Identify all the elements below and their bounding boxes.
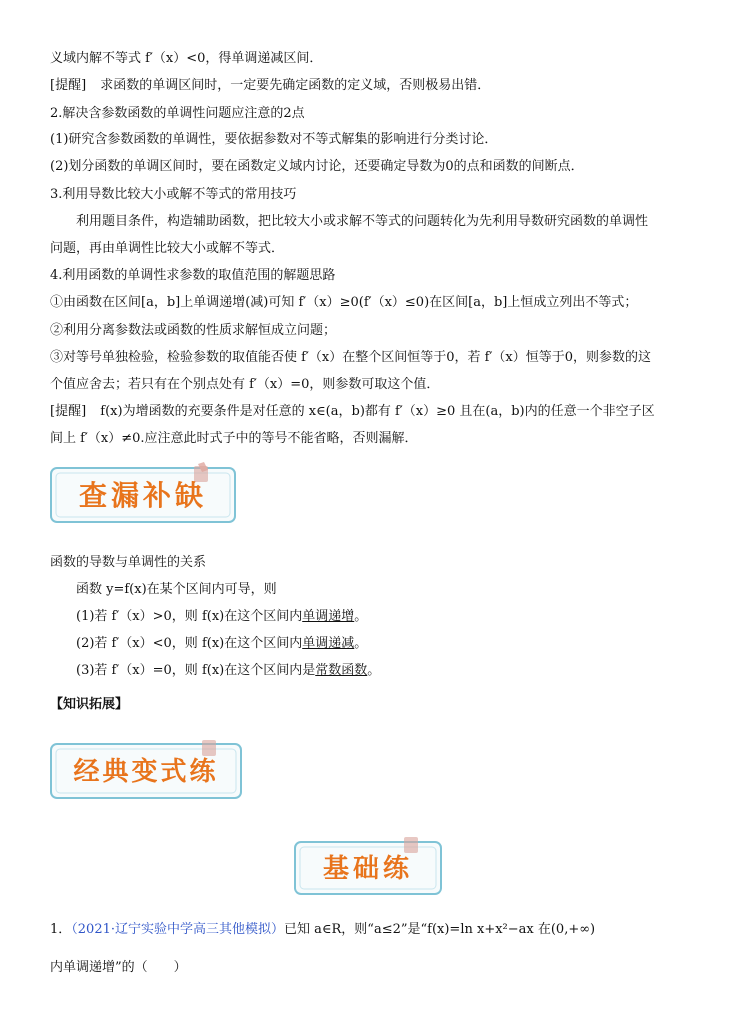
case-text: (1)若 f′（x）>0，则 f(x)在这个区间内 [76, 609, 303, 624]
case-underlined: 常数函数 [315, 663, 368, 678]
reminder-tag: [提醒] [50, 78, 87, 93]
relation-case-3 [76, 663, 380, 679]
text-line: 义域内解不等式 f′（x）<0，得单调递减区间． [50, 51, 323, 66]
text-line: 问题，再由单调性比较大小或解不等式． [50, 241, 285, 256]
case-underlined: 单调递增 [302, 609, 355, 624]
section-heading: 2.解决含参数函数的单调性问题应注意的2点 [50, 106, 305, 121]
case-end: 。 [367, 663, 381, 678]
text-line: 间上 f′（x）≠0.应注意此时式子中的等号不能省略，否则漏解． [50, 431, 418, 446]
reminder-line [50, 78, 490, 94]
text-line: 利用题目条件，构造辅助函数，把比较大小或求解不等式的问题转化为先利用导数研究函数的单调性 [76, 214, 649, 229]
case-underlined: 单调递减 [302, 636, 355, 651]
reminder-text: f(x)为增函数的充要条件是对任意的 x∈(a，b)都有 f′（x）≥0 且在(a，b)内的任意一个非空子区 [100, 404, 655, 419]
case-text: (3)若 f′（x）=0，则 f(x)在这个区间内是 [76, 663, 316, 678]
question-1-line2: 内单调递增”的（ ） [50, 960, 187, 975]
text-line: ②利用分离参数法或函数的性质求解恒成立问题； [50, 323, 337, 338]
relation-title: 函数的导数与单调性的关系 [50, 555, 207, 570]
question-text: 已知 a∈R，则“a≤2”是“f(x)=ln x+x²−ax 在(0,+∞) [284, 922, 596, 937]
question-1 [50, 922, 595, 938]
section-heading: 3.利用导数比较大小或解不等式的常用技巧 [50, 187, 297, 202]
badge-title: 经典变式练 [73, 757, 219, 787]
text-line: ①由函数在区间[a，b]上单调递增(减)可知 f′（x）≥0(f′（x）≤0)在区间[a，b]上恒成立列出不等式； [50, 295, 638, 310]
check-badge [48, 462, 238, 526]
relation-intro: 函数 y=f(x)在某个区间内可导，则 [76, 582, 277, 597]
reminder-line [50, 404, 655, 420]
badge-title: 查漏补缺 [78, 479, 207, 512]
badge-title: 基础练 [322, 854, 413, 884]
case-text: (2)若 f′（x）<0，则 f(x)在这个区间内 [76, 636, 303, 651]
section-heading: 4.利用函数的单调性求参数的取值范围的解题思路 [50, 268, 336, 283]
knowledge-heading: 【知识拓展】 [50, 697, 129, 712]
case-end: 。 [354, 636, 368, 651]
basic-badge [292, 836, 444, 898]
relation-case-2 [76, 636, 367, 652]
classic-badge [48, 738, 244, 802]
text-line: (1)研究含参数函数的单调性，要依据参数对不等式解集的影响进行分类讨论． [50, 132, 498, 147]
question-source: （2021·辽宁实验中学高三其他模拟） [71, 922, 284, 937]
case-end: 。 [354, 609, 368, 624]
text-line: (2)划分函数的单调区间时，要在函数定义域内讨论，还要确定导数为0的点和函数的间断点． [50, 159, 584, 174]
relation-case-1 [76, 609, 367, 625]
question-number: 1． [50, 922, 72, 937]
reminder-text: 求函数的单调区间时，一定要先确定函数的定义域，否则极易出错． [100, 78, 491, 93]
reminder-tag: [提醒] [50, 404, 87, 419]
text-line: ③对等号单独检验，检验参数的取值能否使 f′（x）在整个区间恒等于0，若 f′（x）恒等于0，则参数的这 [50, 350, 651, 365]
text-line: 个值应舍去；若只有在个别点处有 f′（x）=0，则参数可取这个值． [50, 377, 440, 392]
